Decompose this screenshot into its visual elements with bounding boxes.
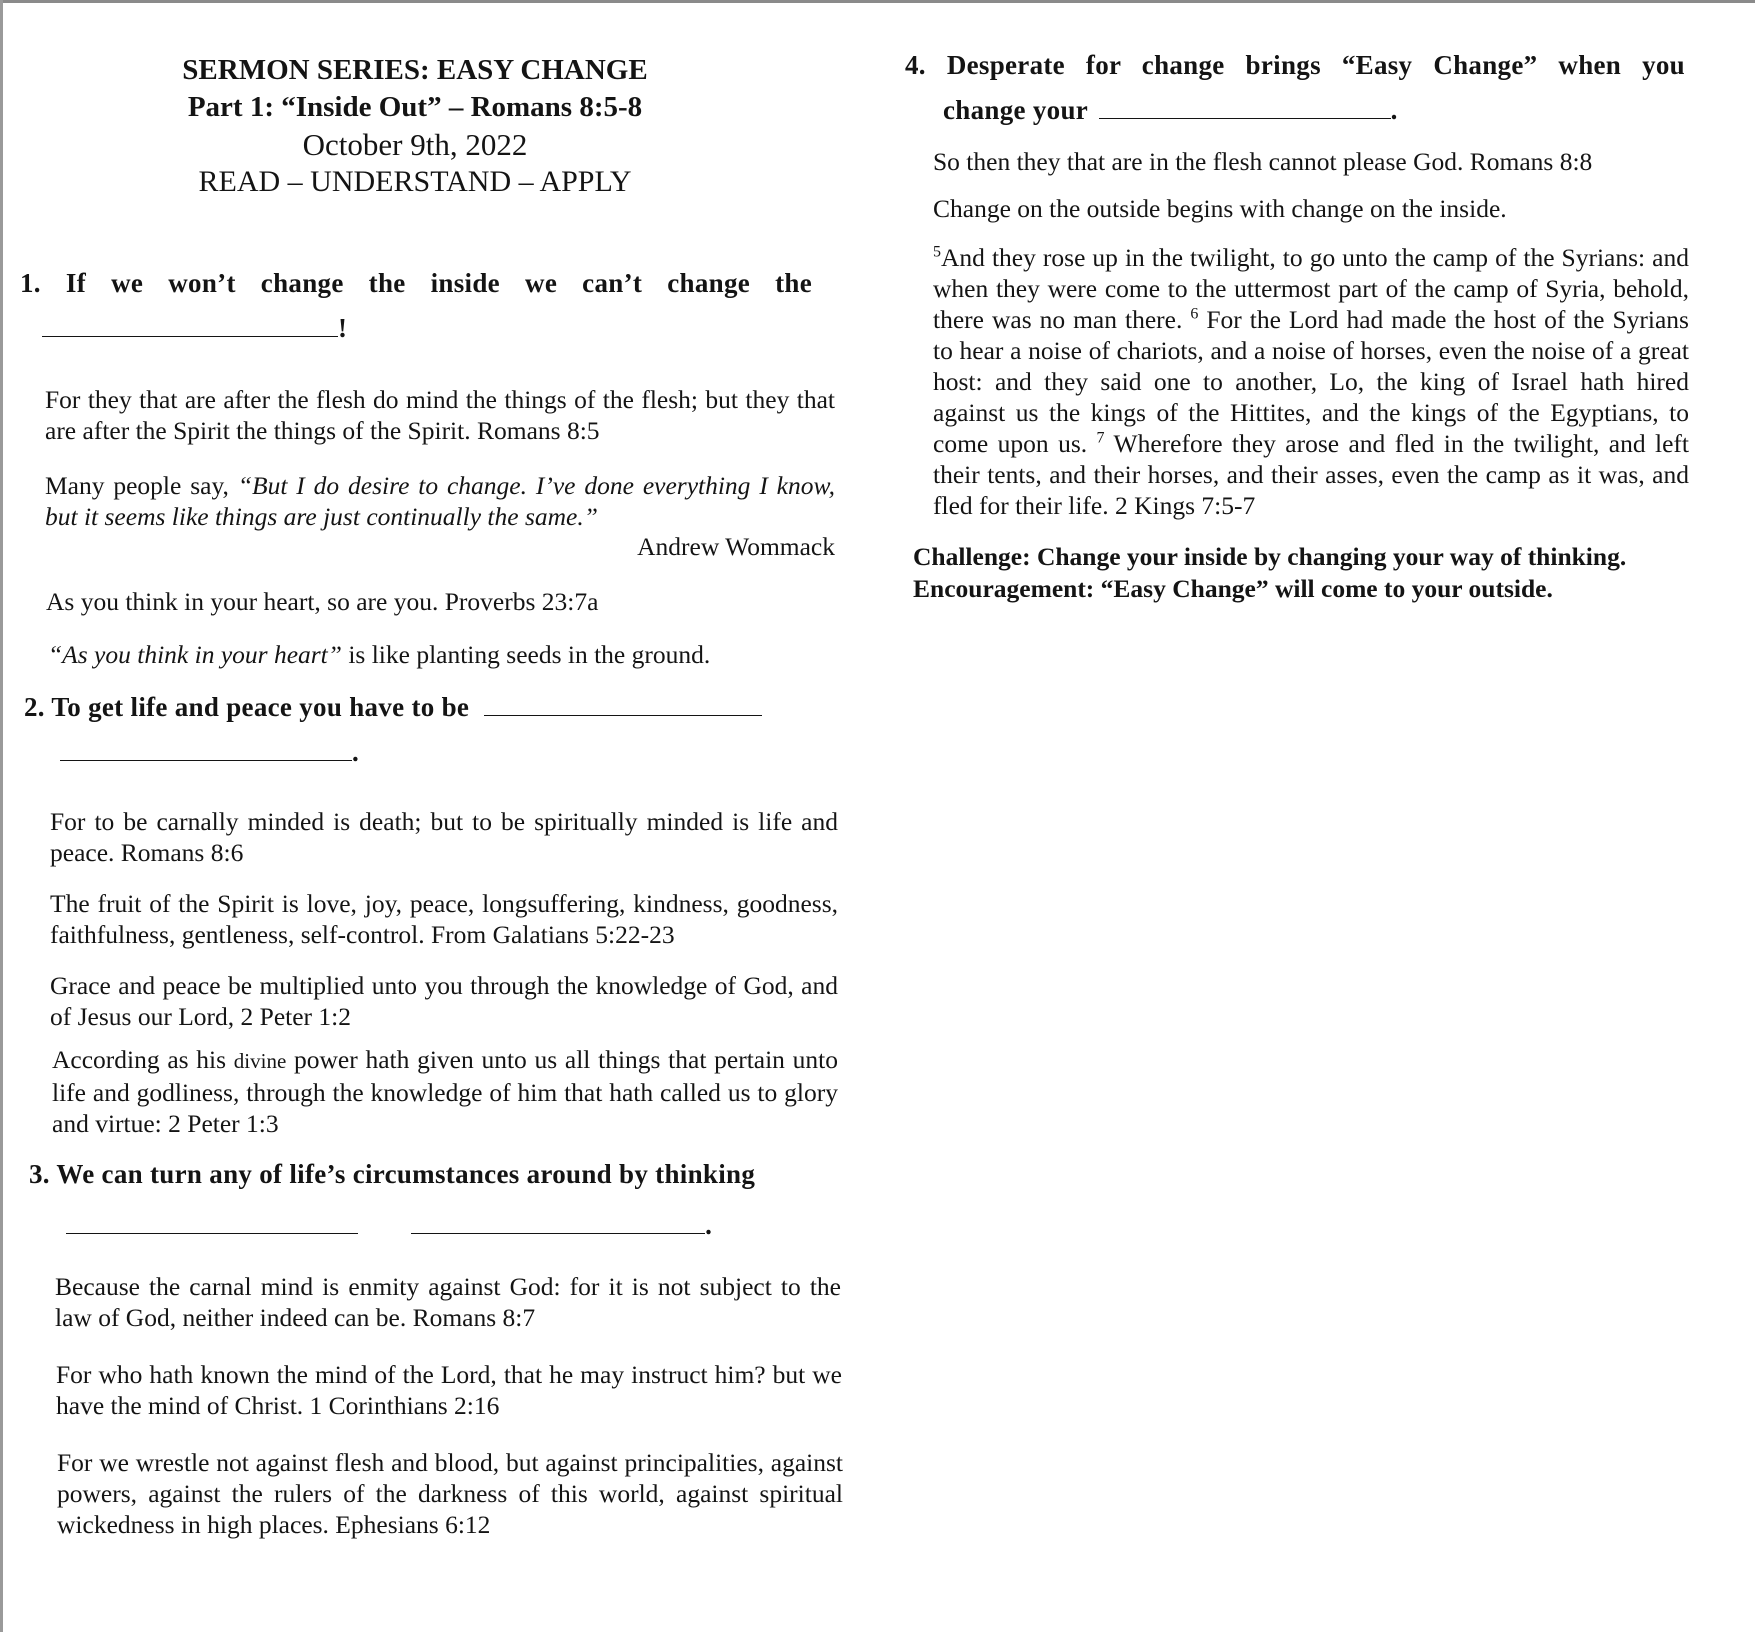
heart-note-rest: is like planting seeds in the ground. <box>341 640 711 669</box>
heart-note <box>48 639 838 670</box>
point-1-heading: 1. If we won’t change the inside we can’t change the <box>20 268 812 298</box>
part-title: Part 1: “Inside Out” – Romans 8:5-8 <box>187 91 643 123</box>
verse-romans-8-7: Because the carnal mind is enmity against God: for it is not subject to the law of God, neither indeed can be. Romans 8:7 <box>55 1272 841 1332</box>
fill-in-blank <box>1099 118 1391 119</box>
point-3-end: . <box>705 1210 713 1240</box>
verse-romans-8-6: For to be carnally minded is death; but to be spiritually minded is life and peace. Romans 8:6 <box>50 807 838 867</box>
motto: READ – UNDERSTAND – APPLY <box>198 165 632 198</box>
challenge: Challenge: Change your inside by changing your way of thinking. <box>913 542 1627 571</box>
point-4-second-line <box>943 95 1690 126</box>
verse-number: 7 <box>1096 429 1105 447</box>
fill-in-blank <box>60 760 352 761</box>
quote-author: Andrew Wommack <box>637 532 835 561</box>
verse-romans-8-5: For they that are after the flesh do mind the things of the flesh; but they that are after the Spirit the things of the Spirit. Romans 8:5 <box>45 385 835 445</box>
heart-note-italic: “As you think in your heart” <box>48 640 342 669</box>
encouragement: Encouragement: “Easy Change” will come to your outside. <box>913 574 1553 603</box>
verse-number: 5 <box>933 243 941 261</box>
point-4-line2: change your <box>943 95 1088 125</box>
left-column <box>20 52 843 1540</box>
point-3-blank-line <box>66 1210 820 1241</box>
verse-galatians: The fruit of the Spirit is love, joy, peace, longsuffering, kindness, goodness, faithfulness, gentleness, self-control. From Galatians 5:22-23 <box>50 889 838 949</box>
verse-part-a: According as his <box>52 1045 234 1074</box>
header <box>20 52 810 200</box>
series-title: SERMON SERIES: EASY CHANGE <box>182 54 648 86</box>
point-2-heading <box>24 692 820 723</box>
inside-outside-statement: Change on the outside begins with change on the inside. <box>933 194 1507 223</box>
verse-small-word: divine <box>233 1049 287 1073</box>
point-1-blank-line <box>42 313 820 344</box>
point-3-heading: 3. We can turn any of life’s circumstances around by thinking <box>29 1159 756 1189</box>
point-2-text: 2. To get life and peace you have to be <box>24 692 470 722</box>
right-column <box>905 50 1690 605</box>
point-2-end: . <box>352 737 360 767</box>
fill-in-blank <box>484 715 762 716</box>
verse-1-corinthians: For who hath known the mind of the Lord, that he may instruct him? but we have the mind of Christ. 1 Corinthians 2:16 <box>56 1360 842 1420</box>
point-4-heading: 4. Desperate for change brings “Easy Change” when you <box>905 50 1685 80</box>
verse-proverbs: As you think in your heart, so are you. Proverbs 23:7a <box>46 587 599 616</box>
scan-top-border <box>0 0 1755 3</box>
sermon-date: October 9th, 2022 <box>302 127 528 162</box>
verse-2-peter-1-2: Grace and peace be multiplied unto you through the knowledge of God, and of Jesus our Lord, 2 Peter 1:2 <box>50 971 838 1031</box>
verse-ephesians: For we wrestle not against flesh and blood, but against principalities, against powers, against the rulers of the darkness of this world, against spiritual wickedness in high places. Ephesians 6:12 <box>57 1448 843 1539</box>
point-4-end: . <box>1390 95 1398 125</box>
verse-number: 6 <box>1190 305 1199 323</box>
quote-lead: Many people say, <box>45 471 238 500</box>
fill-in-blank <box>42 336 338 337</box>
scan-left-border <box>0 0 3 1632</box>
verse-romans-8-8: So then they that are in the flesh cannot please God. Romans 8:8 <box>933 147 1593 176</box>
fill-in-blank <box>411 1233 705 1234</box>
point-2-blank-line <box>60 737 820 768</box>
verse-text: Wherefore they arose and fled in the twilight, and left their tents, and their horses, and their asses, even the camp as it was, and fled for their life. 2 Kings 7:5-7 <box>933 429 1689 520</box>
point-1-end: ! <box>338 313 348 343</box>
verse-text: And they rose up in the twilight, to go unto the camp of the Syrians: and when they were come to the uttermost part of the camp of Syria, behold, there was no man there. <box>933 243 1689 334</box>
wommack-quote <box>45 470 835 532</box>
verse-text: For the Lord had made the host of the Syrians to hear a noise of chariots, and a noise of horses, even the noise of a great host: and they said one to another, Lo, the king of Israel hath hired against us the kings of the Hittites, and the kings of the Egyptians, to come upon us. <box>933 305 1689 458</box>
verse-part-b: power hath given unto us all things that pertain unto life and godliness, through the knowledge of him that hath called us to glory and virtue: 2 Peter 1:3 <box>52 1045 838 1138</box>
verse-2-peter-1-3 <box>52 1044 838 1139</box>
quote-text: “But I do desire to change. I’ve done everything I know, but it seems like things are just continually the same.” <box>45 471 835 531</box>
verse-2-kings <box>933 242 1689 521</box>
fill-in-blank <box>66 1233 358 1234</box>
